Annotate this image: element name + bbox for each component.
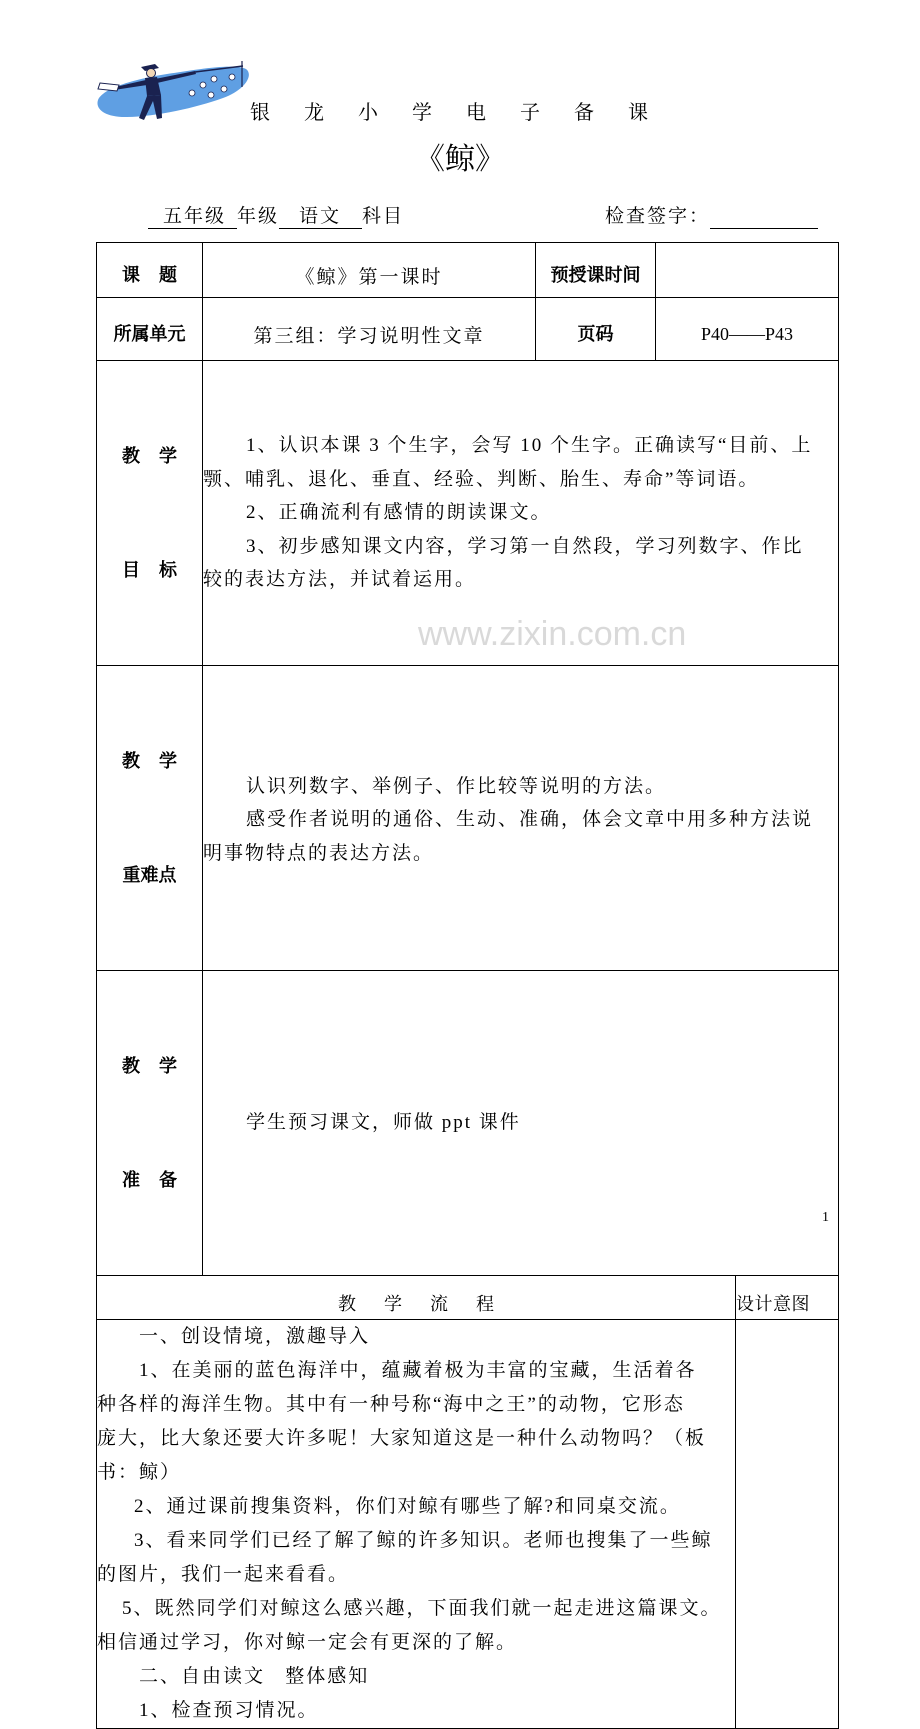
lesson-plan-table [96,242,839,1729]
preparation-label [97,971,203,1276]
process-line: 1、检查预习情况。 [139,1700,319,1721]
grade-value: 五年级 [148,206,237,229]
page-value: P40——P43 [656,298,839,361]
check-signature-label: 检查签字： [605,206,711,227]
objectives-line: 较的表达方法，并试着运用。 [203,569,477,591]
key-points-line: 明事物特点的表达方法。 [203,842,435,864]
topic-label: 课 题 [97,243,203,298]
watermark: www.zixin.com.cn [418,615,687,653]
key-points-line: 感受作者说明的通俗、生动、准确，体会文章中用多种方法说 [246,809,814,831]
key-points-content [203,666,839,971]
unit-row [97,298,839,361]
page-number: 1 [822,1210,829,1225]
process-line: 二、自由读文 整体感知 [139,1666,370,1687]
process-line: 2、通过课前搜集资料，你们对鲸有哪些了解?和同桌交流。 [134,1496,681,1517]
topic-value: 《鲸》第一课时 [203,243,536,298]
key-points-line: 认识列数字、举例子、作比较等说明的方法。 [246,775,667,797]
pre-teach-time-label: 预授课时间 [536,243,656,298]
subject-value: 语文 [279,206,362,229]
objectives-line: 2、正确流利有感情的朗读课文。 [246,502,552,524]
process-line: 庞大，比大象还要大许多呢！大家知道这是一种什么动物吗？（板 [97,1428,707,1449]
unit-value: 第三组：学习说明性文章 [203,298,536,361]
check-signature [605,206,818,229]
key-points-row [97,666,839,971]
objectives-label-line: 目 标 [121,560,177,580]
objectives-content [203,361,839,666]
objectives-row [97,361,839,666]
objectives-line: 1、认识本课 3 个生字，会写 10 个生字。正确读写“目前、上 [246,435,813,457]
objectives-label-line: 教 学 [121,446,177,466]
page-label: 页码 [536,298,656,361]
process-line: 种各样的海洋生物。其中有一种号称“海中之王”的动物，它形态 [97,1394,685,1415]
preparation-row [97,971,839,1276]
lesson-title: 《鲸》 [415,143,505,176]
key-points-label [97,666,203,971]
process-content [97,1320,736,1729]
preparation-label-line: 教 学 [121,1056,177,1076]
objectives-line: 3、初步感知课文内容，学习第一自然段，学习列数字、作比 [246,535,804,557]
process-header: 教 学 流 程 [97,1276,736,1320]
process-line: 5、既然同学们对鲸这么感兴趣，下面我们就一起走进这篇课文。 [122,1598,722,1619]
process-line: 1、在美丽的蓝色海洋中，蕴藏着极为丰富的宝藏，生活着各 [139,1360,697,1381]
pre-teach-time-value [656,243,839,298]
design-intent-content [736,1320,839,1729]
process-line: 的图片，我们一起来看看。 [97,1564,350,1585]
design-intent-header: 设计意图 [736,1276,839,1320]
grade-subject-line [148,206,404,229]
preparation-line: 学生预习课文，师做 ppt 课件 [246,1112,521,1134]
process-line: 一、创设情境，激趣导入 [139,1326,371,1347]
school-title: 银 龙 小 学 电 子 备 课 [250,102,648,124]
teacher-juggling-clipart [95,60,253,124]
grade-label: 年级 [237,206,280,227]
topic-row [97,243,839,298]
process-line: 书：鲸） [97,1462,182,1483]
subject-label: 科目 [362,206,405,227]
objectives-label [97,361,203,666]
unit-label: 所属单元 [97,298,203,361]
preparation-label-line: 准 备 [121,1170,177,1190]
key-points-label-line: 教 学 [121,751,177,771]
key-points-label-line: 重难点 [122,865,177,885]
objectives-line: 颚、哺乳、退化、垂直、经验、判断、胎生、寿命”等词语。 [203,468,760,490]
process-body-row [97,1320,839,1729]
process-header-row [97,1276,839,1320]
process-line: 相信通过学习，你对鲸一定会有更深的了解。 [97,1632,518,1653]
check-signature-field [710,206,818,229]
process-line: 3、看来同学们已经了解了鲸的许多知识。老师也搜集了一些鲸 [134,1530,713,1551]
preparation-content [203,971,839,1276]
clipart-backdrop [97,67,248,117]
